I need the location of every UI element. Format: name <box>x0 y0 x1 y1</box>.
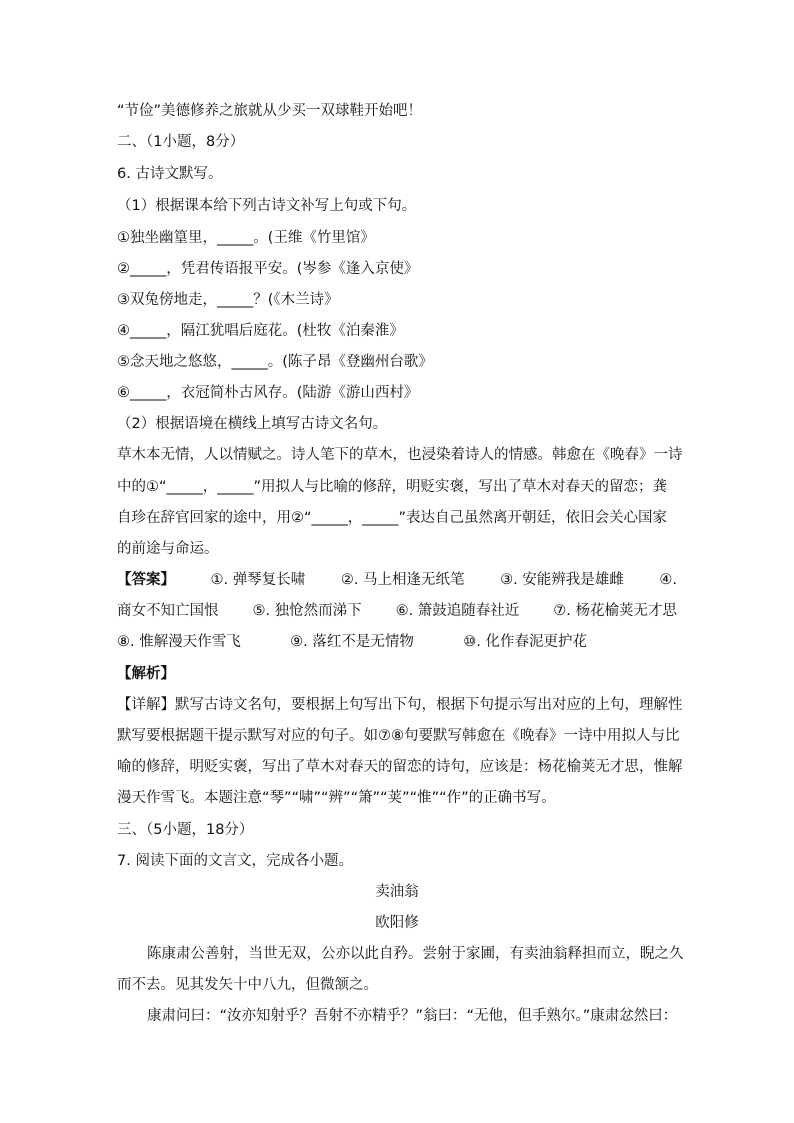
context-paragraph-line-2: 中的①“_____，_____”用拟人与比喻的修辞，明贬实褒，写出了草木对春天的留恋；龚 <box>117 479 668 495</box>
blank-item-2: ②_____，凭君传语报平安。(岑参《逢入京使》 <box>117 261 419 277</box>
answer-item: ②. 马上相逢无纸笔 <box>340 572 465 588</box>
analysis-line-4: 漫天作雪飞。本题注意“琴”“啸”“辨”“箫”“荚”“惟”“作”的正确书写。 <box>117 790 556 806</box>
subquestion-1-heading: （1）根据课本给下列古诗文补写上句或下句。 <box>117 198 417 214</box>
analysis-line-3: 喻的修辞，明贬实褒，写出了草木对春天的留恋的诗句，应该是：杨花榆荚无才思，惟解 <box>117 759 683 775</box>
passage-line-3: 康肃问曰：“汝亦知射乎？吾射不亦精乎？”翁曰：“无他，但手熟尔。”康肃忿然曰： <box>147 1008 678 1024</box>
subquestion-2-heading: （2）根据语境在横线上填写古诗文名句。 <box>117 416 388 432</box>
answer-label: 【答案】 <box>117 572 175 588</box>
blank-item-5: ⑤念天地之悠悠，_____。(陈子昂《登幽州台歌》 <box>117 354 433 370</box>
answer-item: ④. <box>659 572 677 588</box>
blank-item-3: ③双兔傍地走，_____？(《木兰诗》 <box>117 292 339 308</box>
section-3-heading: 三、（5小题，18分） <box>117 822 254 838</box>
blank-item-4: ④_____，隔江犹唱后庭花。(杜牧《泊秦淮》 <box>117 323 404 339</box>
context-paragraph-line-3: 自珍在辞官回家的途中，用②“_____，_____”表达自己虽然离开朝廷，依旧会关心国家 <box>117 510 668 526</box>
answer-item: 商女不知亡国恨 <box>117 603 219 619</box>
passage-title: 卖油翁 <box>375 884 419 900</box>
passage-line-2: 而不去。见其发矢十中八九，但微颔之。 <box>117 977 378 993</box>
answer-item: ①. 弹琴复长啸 <box>210 572 306 588</box>
answer-item: ⑦. 杨花榆荚无才思 <box>553 603 677 619</box>
blank-item-1: ①独坐幽篁里，_____。(王维《竹里馆》 <box>117 230 375 246</box>
analysis-line-1: 【详解】默写古诗文名句，要根据上句写出下句，根据下句提示写出对应的上句，理解性 <box>117 697 683 713</box>
section-2-heading: 二、（1小题，8分） <box>117 134 245 150</box>
answer-item: ③. 安能辨我是雄雌 <box>500 572 624 588</box>
context-paragraph-line-1: 草木本无情，人以情赋之。诗人笔下的草木，也浸染着诗人的情感。韩愈在《晚春》一诗 <box>117 447 683 463</box>
context-paragraph-line-4: 的前途与命运。 <box>117 541 219 557</box>
answer-row-2 <box>117 600 677 622</box>
answer-item: ⑤. 独怆然而涕下 <box>252 603 362 619</box>
text-line-1: “节俭”美德修养之旅就从少买一双球鞋开始吧！ <box>117 103 423 119</box>
answer-row-1 <box>117 569 677 591</box>
question-7-heading: 7. 阅读下面的文言文，完成各小题。 <box>117 853 353 869</box>
analysis-label: 【解析】 <box>117 666 175 682</box>
blank-item-6: ⑥_____，衣冠简朴古风存。(陆游《游山西村》 <box>117 385 419 401</box>
question-6-heading: 6. 古诗文默写。 <box>117 166 223 182</box>
answer-item: ⑧. 惟解漫天作雪飞 <box>117 634 241 650</box>
answer-row-3 <box>117 631 587 653</box>
analysis-line-2: 默写要根据题干提示默写对应的句子。如⑦⑧句要默写韩愈在《晚春》一诗中用拟人与比 <box>117 728 680 744</box>
answer-item: ⑨. 落红不是无情物 <box>290 634 414 650</box>
passage-author: 欧阳修 <box>375 915 419 931</box>
passage-line-1: 陈康肃公善射，当世无双，公亦以此自矜。尝射于家圃，有卖油翁释担而立，睨之久 <box>147 946 684 962</box>
answer-item: ⑥. 箫鼓追随春社近 <box>395 603 520 619</box>
answer-item: ⑩. 化作春泥更护花 <box>463 634 587 650</box>
